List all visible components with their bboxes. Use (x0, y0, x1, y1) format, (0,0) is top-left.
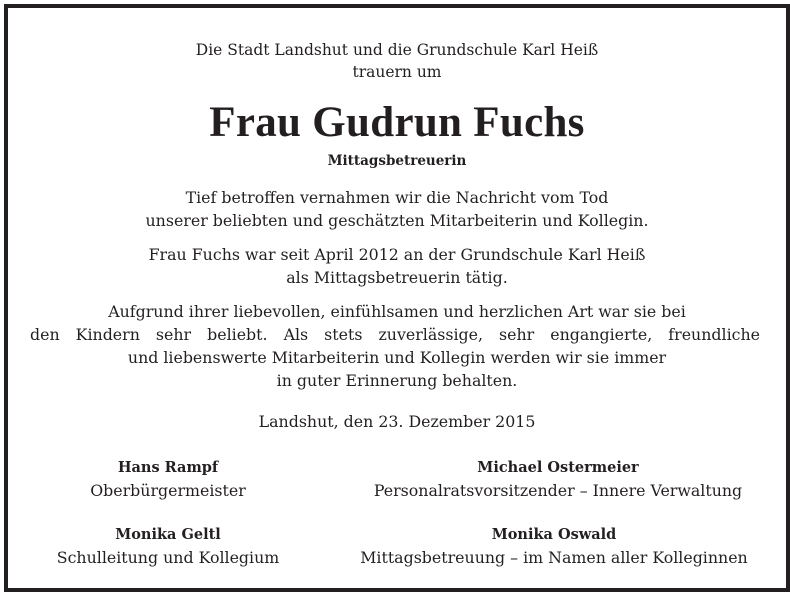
paragraph-line: Frau Fuchs war seit April 2012 an der Grundschule Karl Heiß (148, 245, 646, 264)
signatory-block (28, 524, 308, 569)
signatory-title: Schulleitung und Kollegium (56, 548, 280, 567)
signatory-name: Hans Rampf (117, 459, 219, 476)
intro-text (8, 39, 786, 83)
notice-frame (4, 4, 790, 592)
paragraph-line: und liebenswerte Mitarbeiterin und Kollegin werden wir sie immer (127, 348, 667, 367)
signatory-title: Oberbürgermeister (90, 481, 246, 500)
signatory-block (58, 457, 278, 502)
paragraph-line: Aufgrund ihrer liebevollen, einfühlsamen und herzlichen Art war sie bei (108, 302, 686, 321)
signatory-name: Michael Ostermeier (477, 459, 639, 476)
paragraph-line: unserer beliebten und geschätzten Mitarbeiterin und Kollegin. (145, 211, 649, 230)
signatory-name: Monika Oswald (491, 526, 617, 543)
intro-line: Die Stadt Landshut und die Grundschule Karl Heiß (195, 41, 599, 59)
paragraph-line: Tief betroffen vernahmen wir die Nachricht vom Tod (185, 188, 609, 207)
signatory-block (330, 524, 778, 569)
paragraph-line: als Mittagsbetreuerin tätig. (286, 268, 508, 287)
signatory-title: Mittagsbetreuung – im Namen aller Kolleginnen (360, 548, 748, 567)
paragraph-condolence (8, 186, 786, 232)
signatory-title: Personalratsvorsitzender – Innere Verwaltung (373, 481, 743, 500)
paragraph-employment (8, 243, 786, 289)
deceased-name: Frau Gudrun Fuchs (209, 99, 585, 146)
signatory-name: Monika Geltl (115, 526, 221, 543)
deceased-role: Mittagsbetreuerin (327, 153, 467, 169)
intro-line: trauern um (352, 63, 442, 81)
paragraph-line: in guter Erinnerung behalten. (276, 371, 518, 390)
paragraph-line: den Kindern sehr beliebt. Als stets zuverlässige, sehr engangierte, freundliche (30, 325, 760, 344)
place-date: Landshut, den 23. Dezember 2015 (258, 412, 536, 431)
paragraph-tribute (8, 300, 786, 392)
signatory-block (338, 457, 778, 502)
